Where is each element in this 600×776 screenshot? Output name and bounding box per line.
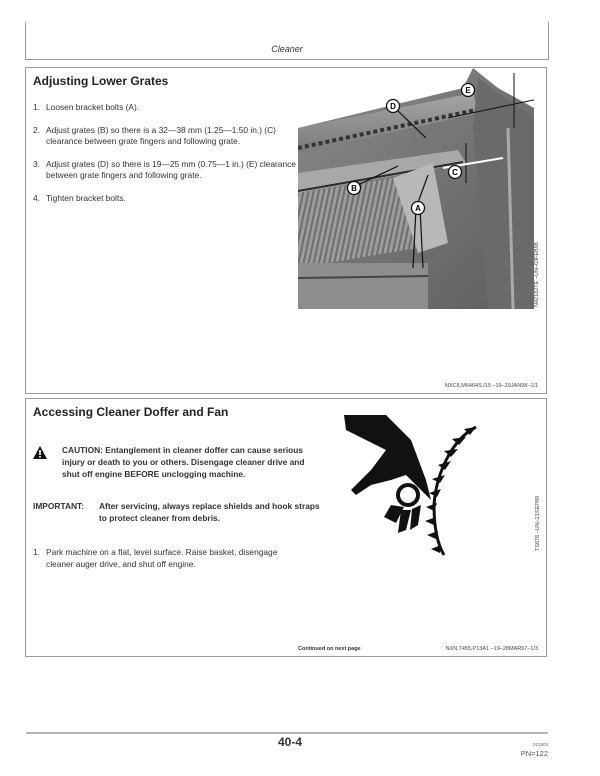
reference-code: NXN,7455,P13A1 –19–28MAR97–1/3: [445, 646, 538, 652]
footer-divider: [26, 732, 548, 734]
svg-text:C: C: [452, 168, 458, 177]
running-header: [25, 22, 549, 60]
step-number: 4.: [33, 192, 40, 203]
steps-list: [33, 547, 303, 581]
svg-text:D: D: [390, 102, 396, 111]
warning-triangle-icon: [33, 446, 47, 459]
important-note: [33, 500, 323, 524]
svg-text:B: B: [351, 184, 357, 193]
continued-note: Continued on next page: [298, 646, 361, 652]
figure-code: N42182TE –UN–03FEB98: [534, 242, 540, 307]
important-text: After servicing, always replace shields and hook straps to protect cleaner from debris.: [99, 501, 320, 523]
important-label: IMPORTANT:: [33, 501, 85, 511]
page-number: 40-4: [277, 735, 303, 749]
section-accessing-cleaner-doffer: [25, 398, 547, 657]
step-number: 1.: [33, 547, 40, 557]
step-text: Park machine on a flat, level surface. Raise basket, disengage cleaner auger drive, and shut off engine.: [46, 547, 278, 569]
step-item: [33, 102, 303, 114]
callout-a: [412, 202, 425, 215]
step-item: [33, 159, 303, 182]
section-title: Adjusting Lower Grates: [33, 74, 169, 88]
svg-text:E: E: [465, 86, 471, 95]
section-title: Accessing Cleaner Doffer and Fan: [33, 405, 229, 419]
reference-code: NXC8,M6464S,I15 –19–29JAN98–1/1: [445, 383, 538, 389]
caution-block: [33, 444, 323, 480]
step-text: Adjust grates (B) so there is a 32—38 mm (1.25—1.50 in.) (C) clearance between grate fingers and following grate.: [46, 124, 276, 146]
step-item: [33, 125, 303, 148]
print-code: 021803: [532, 742, 548, 747]
steps-list: [33, 102, 303, 215]
step-text: Adjust grates (D) so there is 19—25 mm (0.75—1 in.) (E) clearance between grate fingers and following grate.: [46, 158, 296, 180]
grates-photo: [298, 68, 534, 309]
grates-illustration: [298, 68, 534, 309]
hand-entanglement-icon: [326, 405, 491, 565]
callout-d: [387, 100, 400, 113]
callout-e: [462, 84, 475, 97]
callout-b: [348, 182, 361, 195]
step-number: 1.: [33, 102, 40, 112]
step-number: 2.: [33, 124, 40, 135]
chapter-title: Cleaner: [271, 44, 303, 54]
step-item: [33, 547, 303, 570]
callout-c: [449, 166, 462, 179]
step-text: Tighten bracket bolts.: [46, 192, 126, 203]
pn-number: PN=122: [520, 749, 548, 758]
section-adjusting-lower-grates: [25, 67, 547, 394]
svg-text:A: A: [415, 204, 421, 213]
figure-code: TS676 –UN–21SEP89: [535, 495, 541, 551]
caution-text: CAUTION: Entanglement in cleaner doffer can cause serious injury or death to you or others. Disengage cleaner drive and shut off engine BEFORE unclogging machine.: [62, 445, 305, 479]
step-number: 3.: [33, 158, 40, 169]
step-item: [33, 193, 303, 205]
step-text: Loosen bracket bolts (A).: [46, 102, 140, 112]
